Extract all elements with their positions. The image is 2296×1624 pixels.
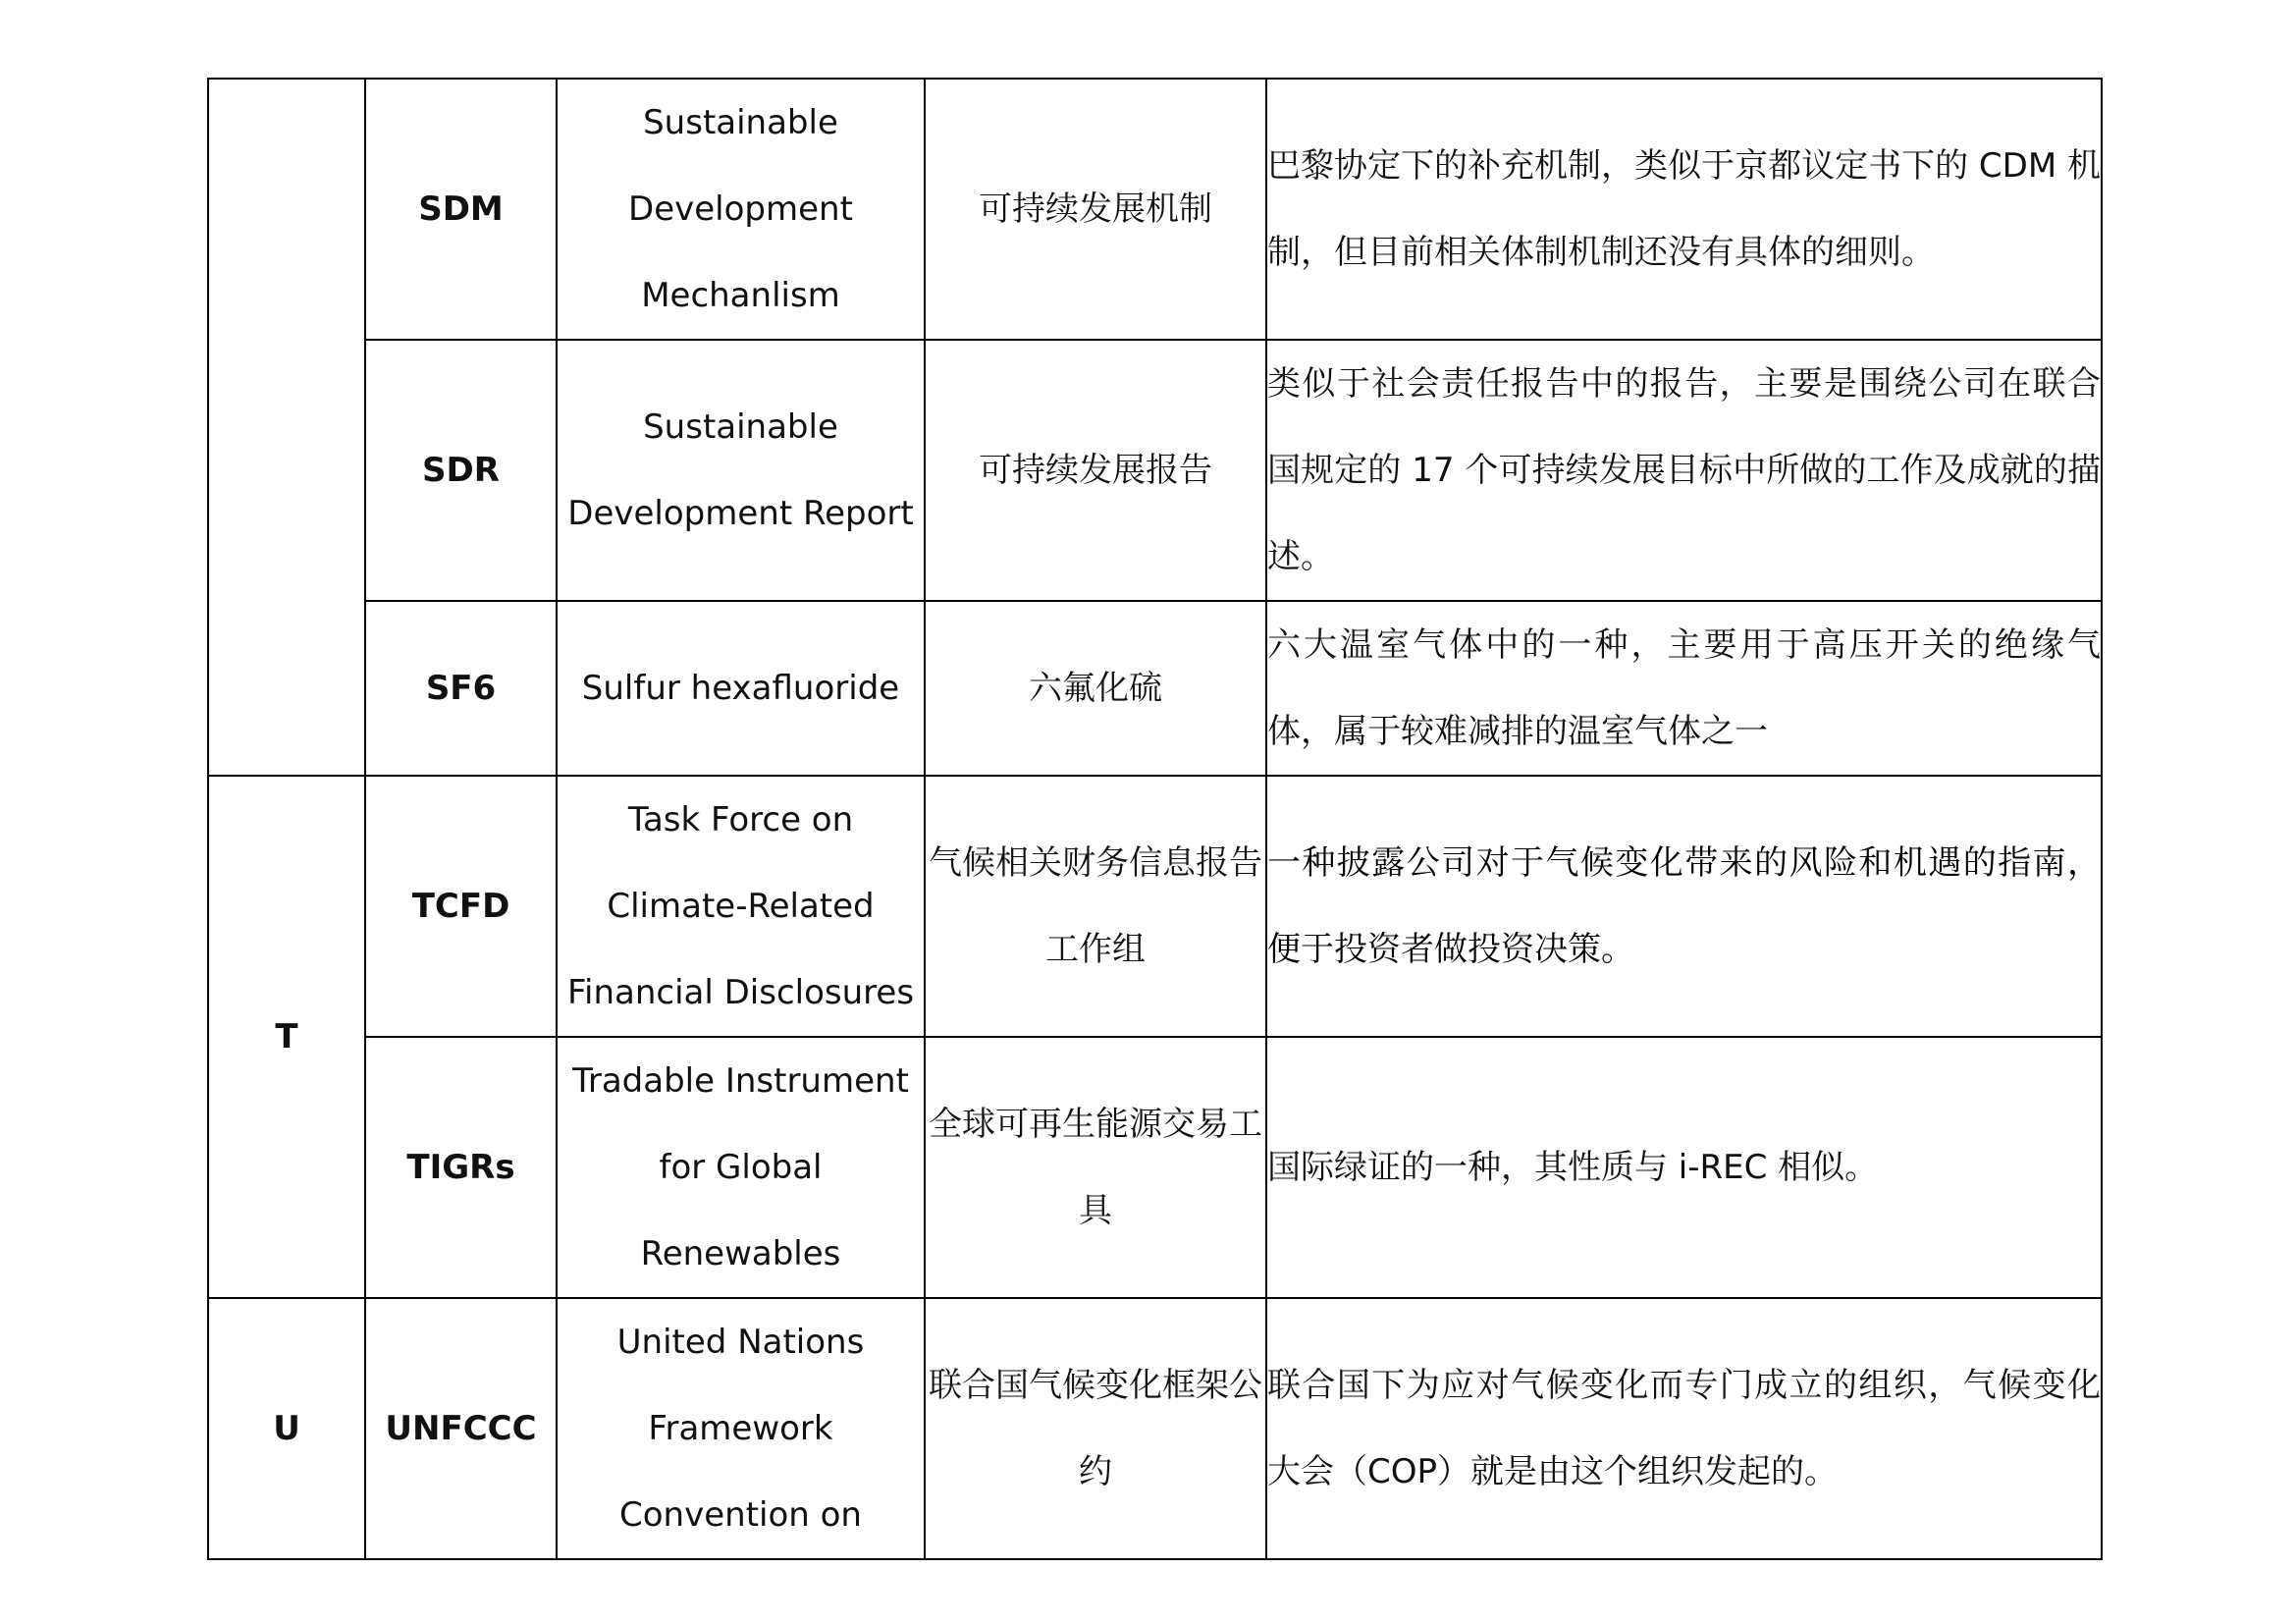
chinese-term-cell: 联合国气候变化框架公约 <box>925 1298 1266 1559</box>
table-row <box>208 776 2102 1037</box>
abbreviation-cell: SF6 <box>365 601 557 776</box>
abbreviation-cell: TCFD <box>365 776 557 1037</box>
letter-cell: U <box>208 1298 365 1559</box>
table-row <box>208 601 2102 776</box>
english-term-cell: Sustainable Development Report <box>557 340 925 601</box>
description-cell: 一种披露公司对于气候变化带来的风险和机遇的指南，便于投资者做投资决策。 <box>1266 776 2102 1037</box>
chinese-term-cell: 可持续发展机制 <box>925 79 1266 340</box>
table-row <box>208 1037 2102 1298</box>
english-term-cell: United Nations Framework Convention on <box>557 1298 925 1559</box>
letter-cell: T <box>208 776 365 1298</box>
chinese-term-cell: 六氟化硫 <box>925 601 1266 776</box>
description-cell: 联合国下为应对气候变化而专门成立的组织，气候变化大会（COP）就是由这个组织发起的。 <box>1266 1298 2102 1559</box>
chinese-term-cell: 可持续发展报告 <box>925 340 1266 601</box>
chinese-term-cell: 全球可再生能源交易工具 <box>925 1037 1266 1298</box>
abbreviation-cell: UNFCCC <box>365 1298 557 1559</box>
english-term-cell: Tradable Instrument for Global Renewables <box>557 1037 925 1298</box>
letter-cell <box>208 79 365 776</box>
table-row <box>208 340 2102 601</box>
description-cell: 巴黎协定下的补充机制，类似于京都议定书下的 CDM 机制，但目前相关体制机制还没有具体的细则。 <box>1266 79 2102 340</box>
table-row <box>208 1298 2102 1559</box>
description-cell: 类似于社会责任报告中的报告，主要是围绕公司在联合国规定的 17 个可持续发展目标中所做的工作及成就的描述。 <box>1266 340 2102 601</box>
english-term-cell: Task Force on Climate-Related Financial Disclosures <box>557 776 925 1037</box>
english-term-cell: Sustainable Development Mechanlism <box>557 79 925 340</box>
table-row <box>208 79 2102 340</box>
description-cell: 国际绿证的一种，其性质与 i-REC 相似。 <box>1266 1037 2102 1298</box>
abbreviation-cell: TIGRs <box>365 1037 557 1298</box>
english-term-cell: Sulfur hexafluoride <box>557 601 925 776</box>
description-cell: 六大温室气体中的一种，主要用于高压开关的绝缘气体，属于较难减排的温室气体之一 <box>1266 601 2102 776</box>
chinese-term-cell: 气候相关财务信息报告工作组 <box>925 776 1266 1037</box>
abbreviation-cell: SDM <box>365 79 557 340</box>
abbreviation-cell: SDR <box>365 340 557 601</box>
glossary-table <box>207 78 2103 1560</box>
